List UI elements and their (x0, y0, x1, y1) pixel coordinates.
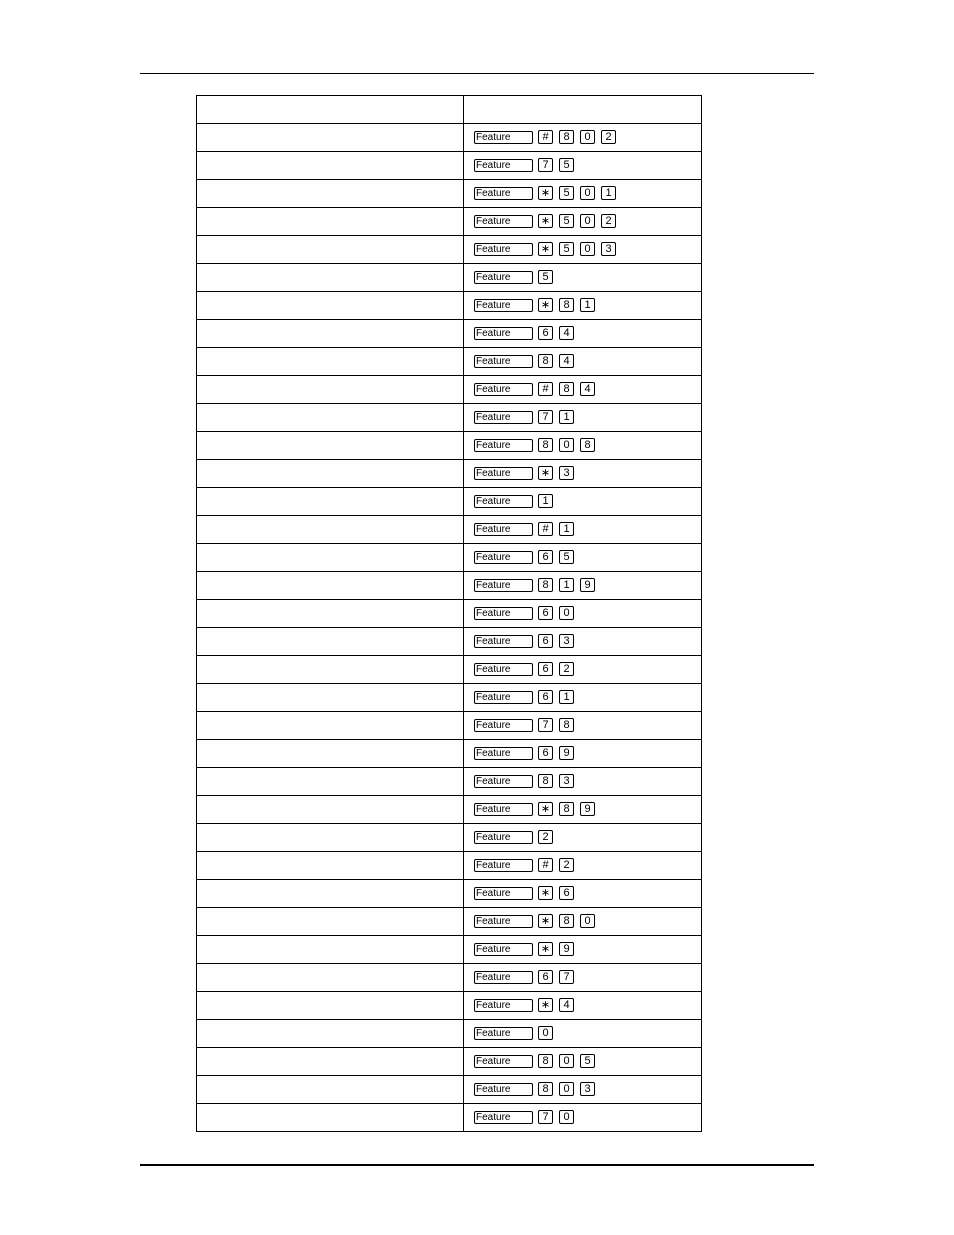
dial-key: ∗ (538, 914, 553, 928)
dial-key: ∗ (538, 998, 553, 1012)
feature-key: Feature (474, 383, 533, 396)
feature-code-cell (464, 1020, 702, 1048)
feature-name-cell (197, 684, 464, 712)
table-row (197, 124, 702, 152)
dial-key: 0 (580, 242, 595, 256)
dial-key: 3 (559, 634, 574, 648)
dial-key: 9 (580, 578, 595, 592)
dial-key: 2 (559, 858, 574, 872)
feature-code-table (196, 95, 702, 1132)
dial-key: 5 (580, 1054, 595, 1068)
feature-key: Feature (474, 943, 533, 956)
dial-key: 7 (559, 970, 574, 984)
feature-key: Feature (474, 999, 533, 1012)
feature-name-cell (197, 964, 464, 992)
feature-code-cell (464, 572, 702, 600)
dial-key: 6 (538, 690, 553, 704)
feature-code-cell (464, 320, 702, 348)
dial-key: 5 (559, 186, 574, 200)
table-row (197, 404, 702, 432)
feature-key: Feature (474, 187, 533, 200)
feature-name-cell (197, 908, 464, 936)
feature-key: Feature (474, 551, 533, 564)
feature-code-cell (464, 880, 702, 908)
feature-code-cell (464, 656, 702, 684)
feature-name-cell (197, 180, 464, 208)
feature-key: Feature (474, 1111, 533, 1124)
dial-key: 1 (559, 690, 574, 704)
dial-key: 0 (580, 130, 595, 144)
dial-key: 5 (559, 550, 574, 564)
feature-code-cell (464, 1048, 702, 1076)
feature-key: Feature (474, 1083, 533, 1096)
table-row (197, 656, 702, 684)
feature-code-cell (464, 992, 702, 1020)
feature-name-cell (197, 208, 464, 236)
feature-code-cell (464, 852, 702, 880)
feature-name-cell (197, 880, 464, 908)
feature-key: Feature (474, 859, 533, 872)
feature-name-cell (197, 348, 464, 376)
feature-key: Feature (474, 299, 533, 312)
feature-key: Feature (474, 355, 533, 368)
dial-key: 0 (580, 186, 595, 200)
feature-code-cell (464, 460, 702, 488)
feature-name-cell (197, 320, 464, 348)
feature-name-cell (197, 404, 464, 432)
feature-name-cell (197, 488, 464, 516)
dial-key: # (538, 130, 553, 144)
feature-key: Feature (474, 635, 533, 648)
feature-name-cell (197, 432, 464, 460)
feature-key: Feature (474, 579, 533, 592)
dial-key: 8 (559, 802, 574, 816)
table-row (197, 824, 702, 852)
dial-key: ∗ (538, 886, 553, 900)
feature-code-cell (464, 796, 702, 824)
dial-key: 8 (559, 130, 574, 144)
table-row (197, 1076, 702, 1104)
feature-key: Feature (474, 747, 533, 760)
dial-key: 6 (559, 886, 574, 900)
table-row (197, 432, 702, 460)
table-row (197, 180, 702, 208)
dial-key: 6 (538, 662, 553, 676)
header-cell-feature (197, 96, 464, 124)
feature-key: Feature (474, 663, 533, 676)
dial-key: 6 (538, 746, 553, 760)
dial-key: ∗ (538, 942, 553, 956)
feature-code-cell (464, 768, 702, 796)
table-row (197, 264, 702, 292)
table-row (197, 516, 702, 544)
table-row (197, 600, 702, 628)
feature-code-cell (464, 376, 702, 404)
dial-key: 3 (559, 466, 574, 480)
feature-name-cell (197, 628, 464, 656)
feature-key: Feature (474, 215, 533, 228)
feature-code-cell (464, 348, 702, 376)
dial-key: 9 (580, 802, 595, 816)
feature-name-cell (197, 992, 464, 1020)
dial-key: # (538, 858, 553, 872)
dial-key: 1 (601, 186, 616, 200)
feature-code-table-body (197, 96, 702, 1132)
dial-key: 5 (559, 242, 574, 256)
feature-code-cell (464, 684, 702, 712)
dial-key: 0 (559, 1082, 574, 1096)
feature-code-cell (464, 964, 702, 992)
dial-key: 6 (538, 634, 553, 648)
feature-key: Feature (474, 495, 533, 508)
feature-code-cell (464, 152, 702, 180)
dial-key: 4 (580, 382, 595, 396)
dial-key: 8 (559, 298, 574, 312)
table-row (197, 152, 702, 180)
dial-key: 4 (559, 354, 574, 368)
feature-code-cell (464, 1076, 702, 1104)
dial-key: 8 (559, 718, 574, 732)
dial-key: 0 (538, 1026, 553, 1040)
feature-code-cell (464, 908, 702, 936)
table-row (197, 852, 702, 880)
dial-key: 4 (559, 998, 574, 1012)
feature-code-cell (464, 600, 702, 628)
dial-key: ∗ (538, 242, 553, 256)
feature-code-cell (464, 404, 702, 432)
dial-key: 1 (559, 410, 574, 424)
dial-key: 8 (538, 1082, 553, 1096)
dial-key: ∗ (538, 186, 553, 200)
table-row (197, 740, 702, 768)
dial-key: 8 (538, 438, 553, 452)
dial-key: 2 (559, 662, 574, 676)
feature-code-cell (464, 264, 702, 292)
header-cell-code (464, 96, 702, 124)
feature-key: Feature (474, 327, 533, 340)
feature-key: Feature (474, 607, 533, 620)
feature-key: Feature (474, 523, 533, 536)
feature-code-cell (464, 208, 702, 236)
dial-key: 6 (538, 326, 553, 340)
dial-key: 0 (580, 214, 595, 228)
dial-key: 7 (538, 1110, 553, 1124)
feature-code-cell (464, 488, 702, 516)
table-row (197, 348, 702, 376)
dial-key: 7 (538, 718, 553, 732)
feature-name-cell (197, 460, 464, 488)
dial-key: 1 (538, 494, 553, 508)
dial-key: 8 (559, 914, 574, 928)
feature-key: Feature (474, 411, 533, 424)
feature-name-cell (197, 1048, 464, 1076)
dial-key: # (538, 522, 553, 536)
feature-key: Feature (474, 439, 533, 452)
feature-name-cell (197, 824, 464, 852)
feature-code-cell (464, 236, 702, 264)
table-row (197, 236, 702, 264)
dial-key: 8 (538, 578, 553, 592)
dial-key: ∗ (538, 802, 553, 816)
feature-code-cell (464, 936, 702, 964)
dial-key: 0 (559, 438, 574, 452)
feature-name-cell (197, 292, 464, 320)
feature-key: Feature (474, 887, 533, 900)
dial-key: 6 (538, 970, 553, 984)
feature-key: Feature (474, 803, 533, 816)
dial-key: 7 (538, 158, 553, 172)
dial-key: # (538, 382, 553, 396)
feature-name-cell (197, 124, 464, 152)
dial-key: 0 (580, 914, 595, 928)
table-row (197, 964, 702, 992)
feature-code-cell (464, 628, 702, 656)
feature-name-cell (197, 1020, 464, 1048)
feature-key: Feature (474, 831, 533, 844)
feature-name-cell (197, 768, 464, 796)
table-row (197, 460, 702, 488)
header-rule (140, 73, 814, 74)
dial-key: 2 (601, 130, 616, 144)
table-row (197, 992, 702, 1020)
feature-key: Feature (474, 271, 533, 284)
feature-code-cell (464, 124, 702, 152)
dial-key: 0 (559, 1110, 574, 1124)
feature-key: Feature (474, 159, 533, 172)
dial-key: 8 (538, 774, 553, 788)
dial-key: 9 (559, 746, 574, 760)
feature-key: Feature (474, 719, 533, 732)
feature-name-cell (197, 1076, 464, 1104)
feature-key: Feature (474, 691, 533, 704)
table-row (197, 292, 702, 320)
feature-name-cell (197, 544, 464, 572)
feature-name-cell (197, 712, 464, 740)
dial-key: ∗ (538, 214, 553, 228)
dial-key: ∗ (538, 466, 553, 480)
feature-key: Feature (474, 915, 533, 928)
table-row (197, 376, 702, 404)
table-row (197, 628, 702, 656)
table-row (197, 880, 702, 908)
feature-key: Feature (474, 775, 533, 788)
table-row (197, 488, 702, 516)
dial-key: 1 (559, 522, 574, 536)
table-row (197, 544, 702, 572)
table-row (197, 1048, 702, 1076)
feature-code-cell (464, 824, 702, 852)
table-row (197, 320, 702, 348)
dial-key: 1 (580, 298, 595, 312)
feature-code-cell (464, 712, 702, 740)
feature-name-cell (197, 236, 464, 264)
table-row (197, 908, 702, 936)
feature-name-cell (197, 572, 464, 600)
dial-key: 6 (538, 550, 553, 564)
feature-name-cell (197, 152, 464, 180)
feature-name-cell (197, 656, 464, 684)
feature-name-cell (197, 1104, 464, 1132)
dial-key: 4 (559, 326, 574, 340)
dial-key: 7 (538, 410, 553, 424)
dial-key: 2 (601, 214, 616, 228)
dial-key: 3 (580, 1082, 595, 1096)
dial-key: 3 (601, 242, 616, 256)
feature-key: Feature (474, 1055, 533, 1068)
table-row (197, 796, 702, 824)
feature-name-cell (197, 264, 464, 292)
dial-key: 8 (538, 354, 553, 368)
dial-key: 1 (559, 578, 574, 592)
feature-code-cell (464, 432, 702, 460)
table-row (197, 936, 702, 964)
feature-name-cell (197, 600, 464, 628)
feature-name-cell (197, 376, 464, 404)
feature-name-cell (197, 740, 464, 768)
dial-key: 0 (559, 606, 574, 620)
dial-key: 8 (580, 438, 595, 452)
dial-key: 6 (538, 606, 553, 620)
feature-name-cell (197, 516, 464, 544)
feature-code-cell (464, 740, 702, 768)
dial-key: 5 (559, 158, 574, 172)
feature-key: Feature (474, 467, 533, 480)
dial-key: 8 (538, 1054, 553, 1068)
feature-key: Feature (474, 1027, 533, 1040)
feature-code-cell (464, 516, 702, 544)
feature-key: Feature (474, 243, 533, 256)
table-header-row (197, 96, 702, 124)
table-row (197, 1020, 702, 1048)
dial-key: 0 (559, 1054, 574, 1068)
table-row (197, 684, 702, 712)
table-row (197, 768, 702, 796)
feature-name-cell (197, 852, 464, 880)
table-row (197, 572, 702, 600)
dial-key: 9 (559, 942, 574, 956)
dial-key: 5 (559, 214, 574, 228)
feature-key: Feature (474, 131, 533, 144)
table-row (197, 712, 702, 740)
feature-code-cell (464, 1104, 702, 1132)
dial-key: 3 (559, 774, 574, 788)
feature-name-cell (197, 936, 464, 964)
dial-key: ∗ (538, 298, 553, 312)
feature-code-cell (464, 180, 702, 208)
feature-code-cell (464, 544, 702, 572)
feature-key: Feature (474, 971, 533, 984)
dial-key: 5 (538, 270, 553, 284)
table-row (197, 1104, 702, 1132)
dial-key: 2 (538, 830, 553, 844)
feature-code-cell (464, 292, 702, 320)
footer-rule (140, 1164, 814, 1166)
dial-key: 8 (559, 382, 574, 396)
table-row (197, 208, 702, 236)
feature-name-cell (197, 796, 464, 824)
